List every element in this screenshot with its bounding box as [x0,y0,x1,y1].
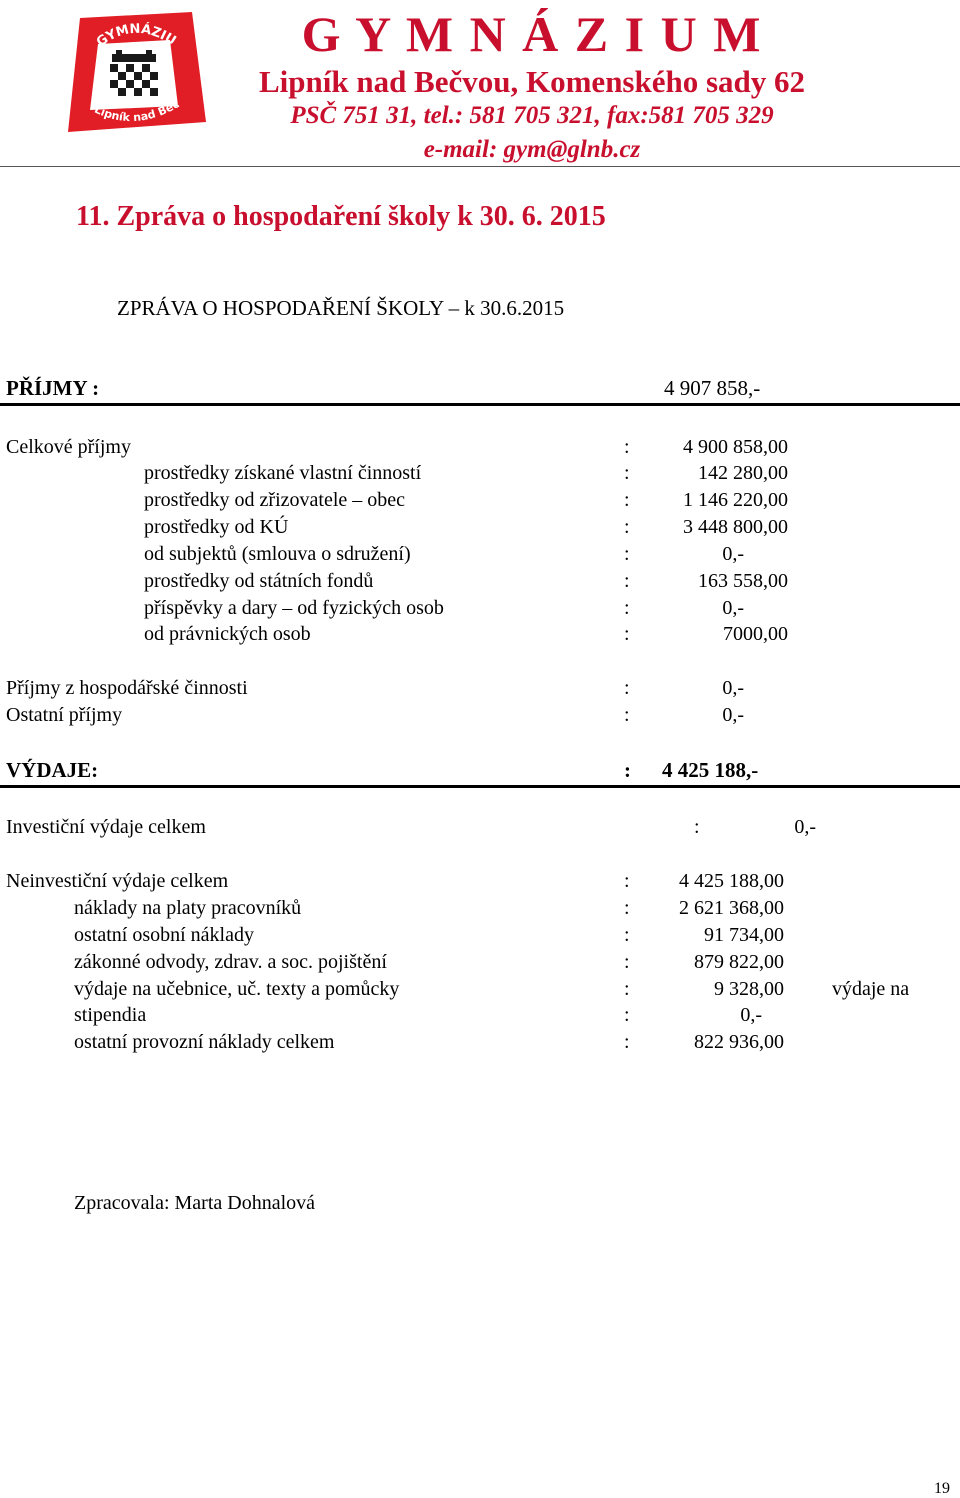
income-row-colon: : [624,623,630,645]
school-email: e-mail: gym@glnb.cz [423,136,641,163]
expense-row-colon: : [624,1004,630,1026]
expense-row-value: 4 425 188,00 [679,870,784,892]
income-row-value: 0,- [722,704,744,726]
school-logo [60,10,210,140]
section-title: 11. Zpráva o hospodaření školy k 30. 6. 2015 [76,201,606,232]
expense-row-colon: : [624,924,630,946]
expense-row-value: 2 621 368,00 [679,897,784,919]
income-total: 4 907 858,- [664,376,761,400]
expense-row-label: výdaje na učebnice, uč. texty a pomůcky [74,978,400,1000]
income-row-colon: : [624,704,630,726]
income-row-colon: : [624,516,630,538]
income-row-colon: : [624,489,630,511]
expense-row-colon: : [624,978,630,1000]
expense-row-label: ostatní provozní náklady celkem [74,1031,335,1053]
income-row-value: 163 558,00 [698,570,788,592]
income-row-label: Celkové příjmy [6,436,131,458]
income-row-value: 142 280,00 [698,462,788,484]
expense-row-value: 879 822,00 [694,951,784,973]
expense-row-note: výdaje na [832,978,910,1000]
logo-text-top: GYMNÁZIU [93,21,179,51]
header-divider [0,166,960,167]
income-row-label: příspěvky a dary – od fyzických osob [144,597,444,619]
expense-row-value: 9 328,00 [714,978,784,1000]
expense-row-label: náklady na platy pracovníků [74,897,302,919]
school-name: G Y M N Á Z I U M [301,6,763,62]
expenses-divider [0,785,960,788]
income-row-value: 7000,00 [723,623,788,645]
income-row-value: 0,- [722,597,744,619]
income-row-colon: : [624,677,630,699]
income-row-label: prostředky získané vlastní činností [144,462,422,484]
income-row-label: prostředky od zřizovatele – obec [144,489,406,511]
income-heading: PŘÍJMY : [6,376,100,400]
expense-row-colon: : [624,1031,630,1053]
expenses-total: 4 425 188,- [662,758,759,782]
expenses-heading: VÝDAJE: [6,758,99,782]
investment-value: 0,- [794,816,816,838]
investment-label: Investiční výdaje celkem [6,816,206,838]
income-row-colon: : [624,570,630,592]
income-row-label: prostředky od KÚ [144,516,289,538]
income-row-value: 0,- [722,543,744,565]
expenses-colon: : [624,758,631,782]
income-row-colon: : [624,597,630,619]
investment-colon: : [694,816,700,838]
expense-row-value: 822 936,00 [694,1031,784,1053]
income-divider [0,403,960,406]
income-row-label: od právnických osob [144,623,311,645]
expense-row-colon: : [624,870,630,892]
report-title: ZPRÁVA O HOSPODAŘENÍ ŠKOLY – k 30.6.2015 [117,296,565,320]
expense-row-label: Neinvestiční výdaje celkem [6,870,229,892]
expense-row-colon: : [624,897,630,919]
expense-row-value: 91 734,00 [704,924,784,946]
income-row-value: 3 448 800,00 [683,516,788,538]
income-row-colon: : [624,436,630,458]
income-row-label: prostředky od státních fondů [144,570,374,592]
expense-row-label: stipendia [74,1004,147,1026]
school-address: Lipník nad Bečvou, Komenského sady 62 [258,64,806,99]
school-contact: PSČ 751 31, tel.: 581 705 321, fax:581 705 329 [290,102,774,129]
expense-row-colon: : [624,951,630,973]
income-row-label: Ostatní příjmy [6,704,123,726]
income-row-colon: : [624,462,630,484]
expense-row-value: 0,- [740,1004,762,1026]
income-row-value: 4 900 858,00 [683,436,788,458]
prepared-by: Zpracovala: Marta Dohnalová [74,1192,316,1214]
page-number: 19 [934,1480,950,1497]
income-row-label: Příjmy z hospodářské činnosti [6,677,248,699]
income-row-value: 0,- [722,677,744,699]
expense-row-label: ostatní osobní náklady [74,924,254,946]
logo-text-bottom: Lipník nad Beč [92,97,182,125]
income-row-label: od subjektů (smlouva o sdružení) [144,543,411,565]
income-row-colon: : [624,543,630,565]
income-row-value: 1 146 220,00 [683,489,788,511]
expense-row-label: zákonné odvody, zdrav. a soc. pojištění [74,951,387,973]
